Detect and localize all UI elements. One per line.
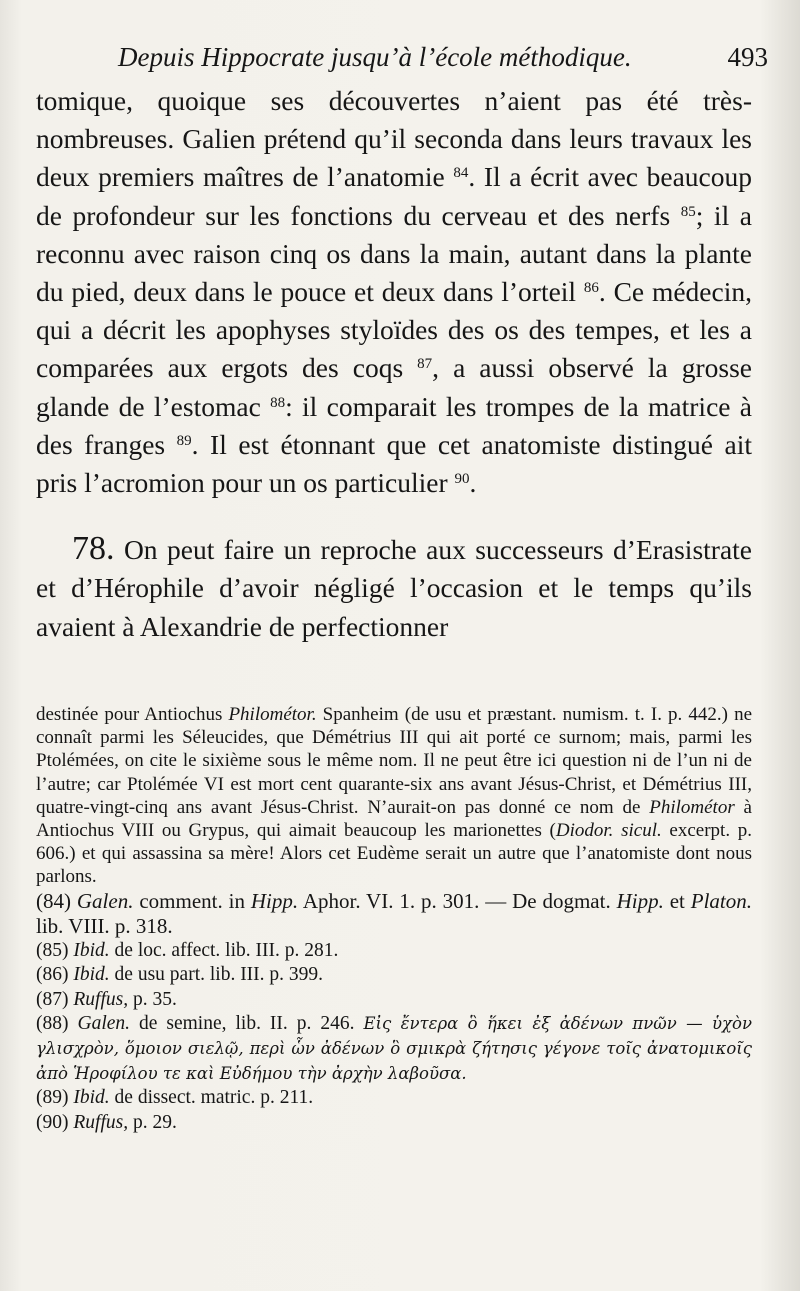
- italic-run: Ibid.: [73, 939, 110, 961]
- footnote-86: [36, 963, 752, 988]
- footnote-ref: 85: [680, 203, 696, 220]
- footnote-84: [36, 889, 752, 939]
- footnote-number: (90): [36, 1111, 69, 1133]
- text-run: de dissect. matric. p. 211.: [109, 1087, 314, 1109]
- section-number: 78.: [72, 530, 115, 568]
- text-run: destinée pour Antiochus: [36, 704, 229, 725]
- footnote-list: [36, 889, 752, 1136]
- text-run: , a aussi observé la grosse glande de l’estomac: [36, 352, 752, 422]
- text-run: excerpt. p. 606.) et qui assassina sa mère! Alors cet Eudème serait un autre que l’anatomiste dont nous parlons.: [36, 820, 752, 888]
- footnotes: [36, 703, 752, 1135]
- text-run: : il comparait les trompes de la matrice à des franges: [36, 390, 752, 460]
- text-run: de loc. affect. lib. III. p. 281.: [109, 939, 339, 961]
- italic-run: Ibid.: [73, 964, 110, 986]
- footnote-85: [36, 939, 752, 964]
- italic-run: Philométor.: [228, 704, 317, 725]
- text-run: Spanheim (de usu et præstant. numism. t. I. p. 442.) ne connaît parmi les Séleucides, que Démétrius III qui ait porté ce surnom; mais, parmi les Ptolémées, on cite le sixième sous le même nom. Il ne peut être ici question ni de l’un ni de l’autre; car Ptolémée VI est mort cent quarante-six ans avant Jésus-Christ, et Démétrius III, quatre-vingt-cinq ans avant Jésus-Christ. N’aurait-on pas donné ce nom de: [36, 704, 752, 818]
- footnote-ref: 86: [583, 280, 599, 297]
- italic-run: Galen.: [77, 1013, 131, 1035]
- paragraph-section-78: [36, 530, 752, 646]
- footnote-87: [36, 988, 752, 1013]
- footnote-ref: 87: [417, 356, 433, 373]
- text-run: Aphor. VI. 1. p. 301. — De dogmat.: [298, 888, 617, 913]
- footnote-continued: [36, 703, 752, 889]
- footnote-number: (89): [36, 1087, 69, 1109]
- footnote-89: [36, 1086, 752, 1111]
- italic-run: Ruffus,: [73, 988, 129, 1010]
- italic-run: Ibid.: [73, 1087, 110, 1109]
- italic-run: Ruffus,: [73, 1111, 129, 1133]
- italic-run: Philométor: [649, 796, 735, 818]
- text-run: . Il a écrit avec beaucoup de profondeur sur les fonctions du cerveau et des nerfs: [36, 161, 752, 231]
- text-run: On peut faire un reproche aux successeurs d’Erasistrate et d’Hérophile d’avoir négligé l’occasion et le temps qu’ils avaient à Alexandrie de perfectionner: [36, 534, 752, 642]
- footnote-ref: 88: [270, 394, 286, 411]
- footnote-88: [36, 1012, 752, 1086]
- footnote-ref: 90: [454, 471, 470, 488]
- text-run: .: [469, 467, 477, 499]
- text-run: . Ce médecin, qui a décrit les apophyses styloïdes des os des tempes, et les a comparées aux ergots des coqs: [36, 276, 752, 384]
- footnote-ref: 84: [453, 165, 469, 182]
- italic-run: Hipp.: [250, 888, 299, 913]
- footnote-number: (85): [36, 939, 69, 961]
- footnote-number: (84): [36, 888, 71, 913]
- text-run: lib. VIII. p. 318.: [36, 913, 173, 938]
- footnote-number: (87): [36, 988, 69, 1010]
- text-run: de semine, lib. II. p. 246.: [130, 1013, 364, 1035]
- text-run: de usu part. lib. III. p. 399.: [109, 964, 324, 986]
- footnote-ref: 89: [176, 432, 192, 449]
- text-run: ; il a reconnu avec raison cinq os dans la main, autant dans la plante du pied, deux dans le pouce et deux dans l’orteil: [36, 199, 752, 308]
- italic-run: Platon.: [690, 888, 753, 913]
- text-run: . Il est étonnant que cet anatomiste distingué ait pris l’acromion pour un os particulier: [36, 428, 752, 499]
- footnote-90: [36, 1111, 752, 1136]
- text-run: à Antiochus VIII ou Grypus, qui aimait beaucoup les marionettes (: [36, 796, 752, 842]
- running-title: Depuis Hippocrate jusqu’à l’école méthodique.: [118, 42, 632, 72]
- main-text: [36, 82, 752, 646]
- italic-run: Galen.: [76, 888, 134, 913]
- paragraph-anatomist: [36, 82, 752, 502]
- italic-run: Hipp.: [616, 888, 664, 913]
- text-run: p. 35.: [128, 988, 177, 1010]
- footnote-number: (88): [36, 1013, 69, 1035]
- greek-quotation: Εἰς ἔντερα ὃ ἥκει ἐξ ἀδένων πνῶν — ὑχὸν γλισχρὸν, ὅμοιον σιελῷ, περὶ ὧν ἀδένων ὃ σμικρὰ ζήτησις γέγονε τοῖς ἀνατομικοῖς ἀπὸ Ἡροφίλου τε καὶ Εὐδήμου τὴν ἀρχὴν λαβοῦσα.: [36, 1014, 752, 1083]
- running-header: [118, 42, 768, 73]
- text-run: p. 29.: [128, 1111, 177, 1133]
- page-number: 493: [727, 42, 768, 72]
- italic-run: Diodor. sicul.: [555, 820, 662, 842]
- text-run: comment. in: [133, 888, 251, 913]
- text-run: tomique, quoique ses découvertes n’aient pas été très-nombreuses. Galien prétend qu’il seconda dans leurs travaux les deux premiers maîtres de l’anatomie: [36, 85, 752, 193]
- footnote-number: (86): [36, 964, 69, 986]
- text-run: et: [663, 888, 691, 913]
